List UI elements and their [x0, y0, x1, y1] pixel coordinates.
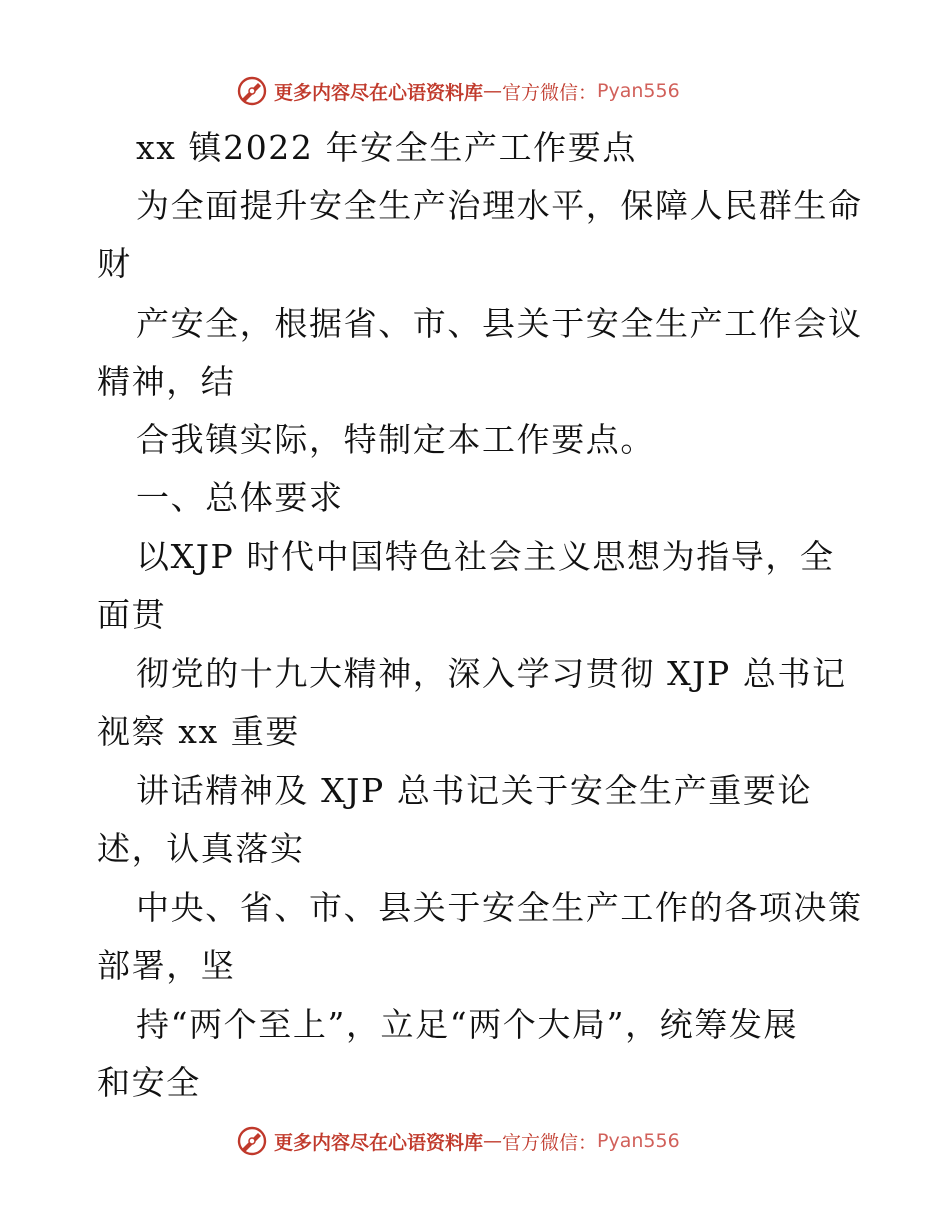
body-line: 中央、省、市、县关于安全生产工作的各项决策	[136, 888, 863, 927]
watermark-dash: —	[483, 1130, 503, 1152]
watermark-dash: —	[483, 80, 503, 102]
watermark-wechat-id: Pyan556	[597, 80, 680, 102]
watermark-wechat-id: Pyan556	[597, 1130, 680, 1152]
body-line: 为全面提升安全生产治理水平，保障人民群生命	[136, 186, 863, 225]
watermark-wechat-label: 官方微信：	[502, 81, 598, 104]
body-line: 面贯	[97, 595, 167, 634]
body-line: 讲话精神及 XJP 总书记关于安全生产重要论	[136, 771, 813, 810]
body-line: 财	[97, 244, 132, 283]
section-heading: 一、总体要求	[136, 478, 344, 517]
body-line: 述，认真落实	[97, 829, 305, 868]
body-line: 以XJP 时代中国特色社会主义思想为指导，全	[136, 537, 835, 576]
body-line: 持“两个至上”，立足“两个大局”，统筹发展	[136, 1005, 799, 1044]
body-line: 部署，坚	[97, 946, 236, 985]
seal-pen-icon	[236, 75, 268, 107]
document-title: xx 镇2022 年安全生产工作要点	[136, 128, 637, 167]
body-line: 精神，结	[97, 362, 236, 401]
watermark-banner-top	[236, 74, 680, 108]
watermark-banner-bottom	[236, 1124, 680, 1158]
watermark-brand: 更多内容尽在心语资料库	[274, 81, 484, 104]
body-line: 视察 xx 重要	[97, 712, 301, 751]
body-line: 和安全	[97, 1063, 201, 1102]
body-line: 合我镇实际，特制定本工作要点。	[136, 420, 655, 459]
body-line: 彻党的十九大精神，深入学习贯彻 XJP 总书记	[136, 654, 847, 693]
seal-pen-icon	[236, 1125, 268, 1157]
body-line: 产安全，根据省、市、县关于安全生产工作会议	[136, 304, 863, 343]
watermark-wechat-label: 官方微信：	[502, 1131, 598, 1154]
watermark-brand: 更多内容尽在心语资料库	[274, 1131, 484, 1154]
